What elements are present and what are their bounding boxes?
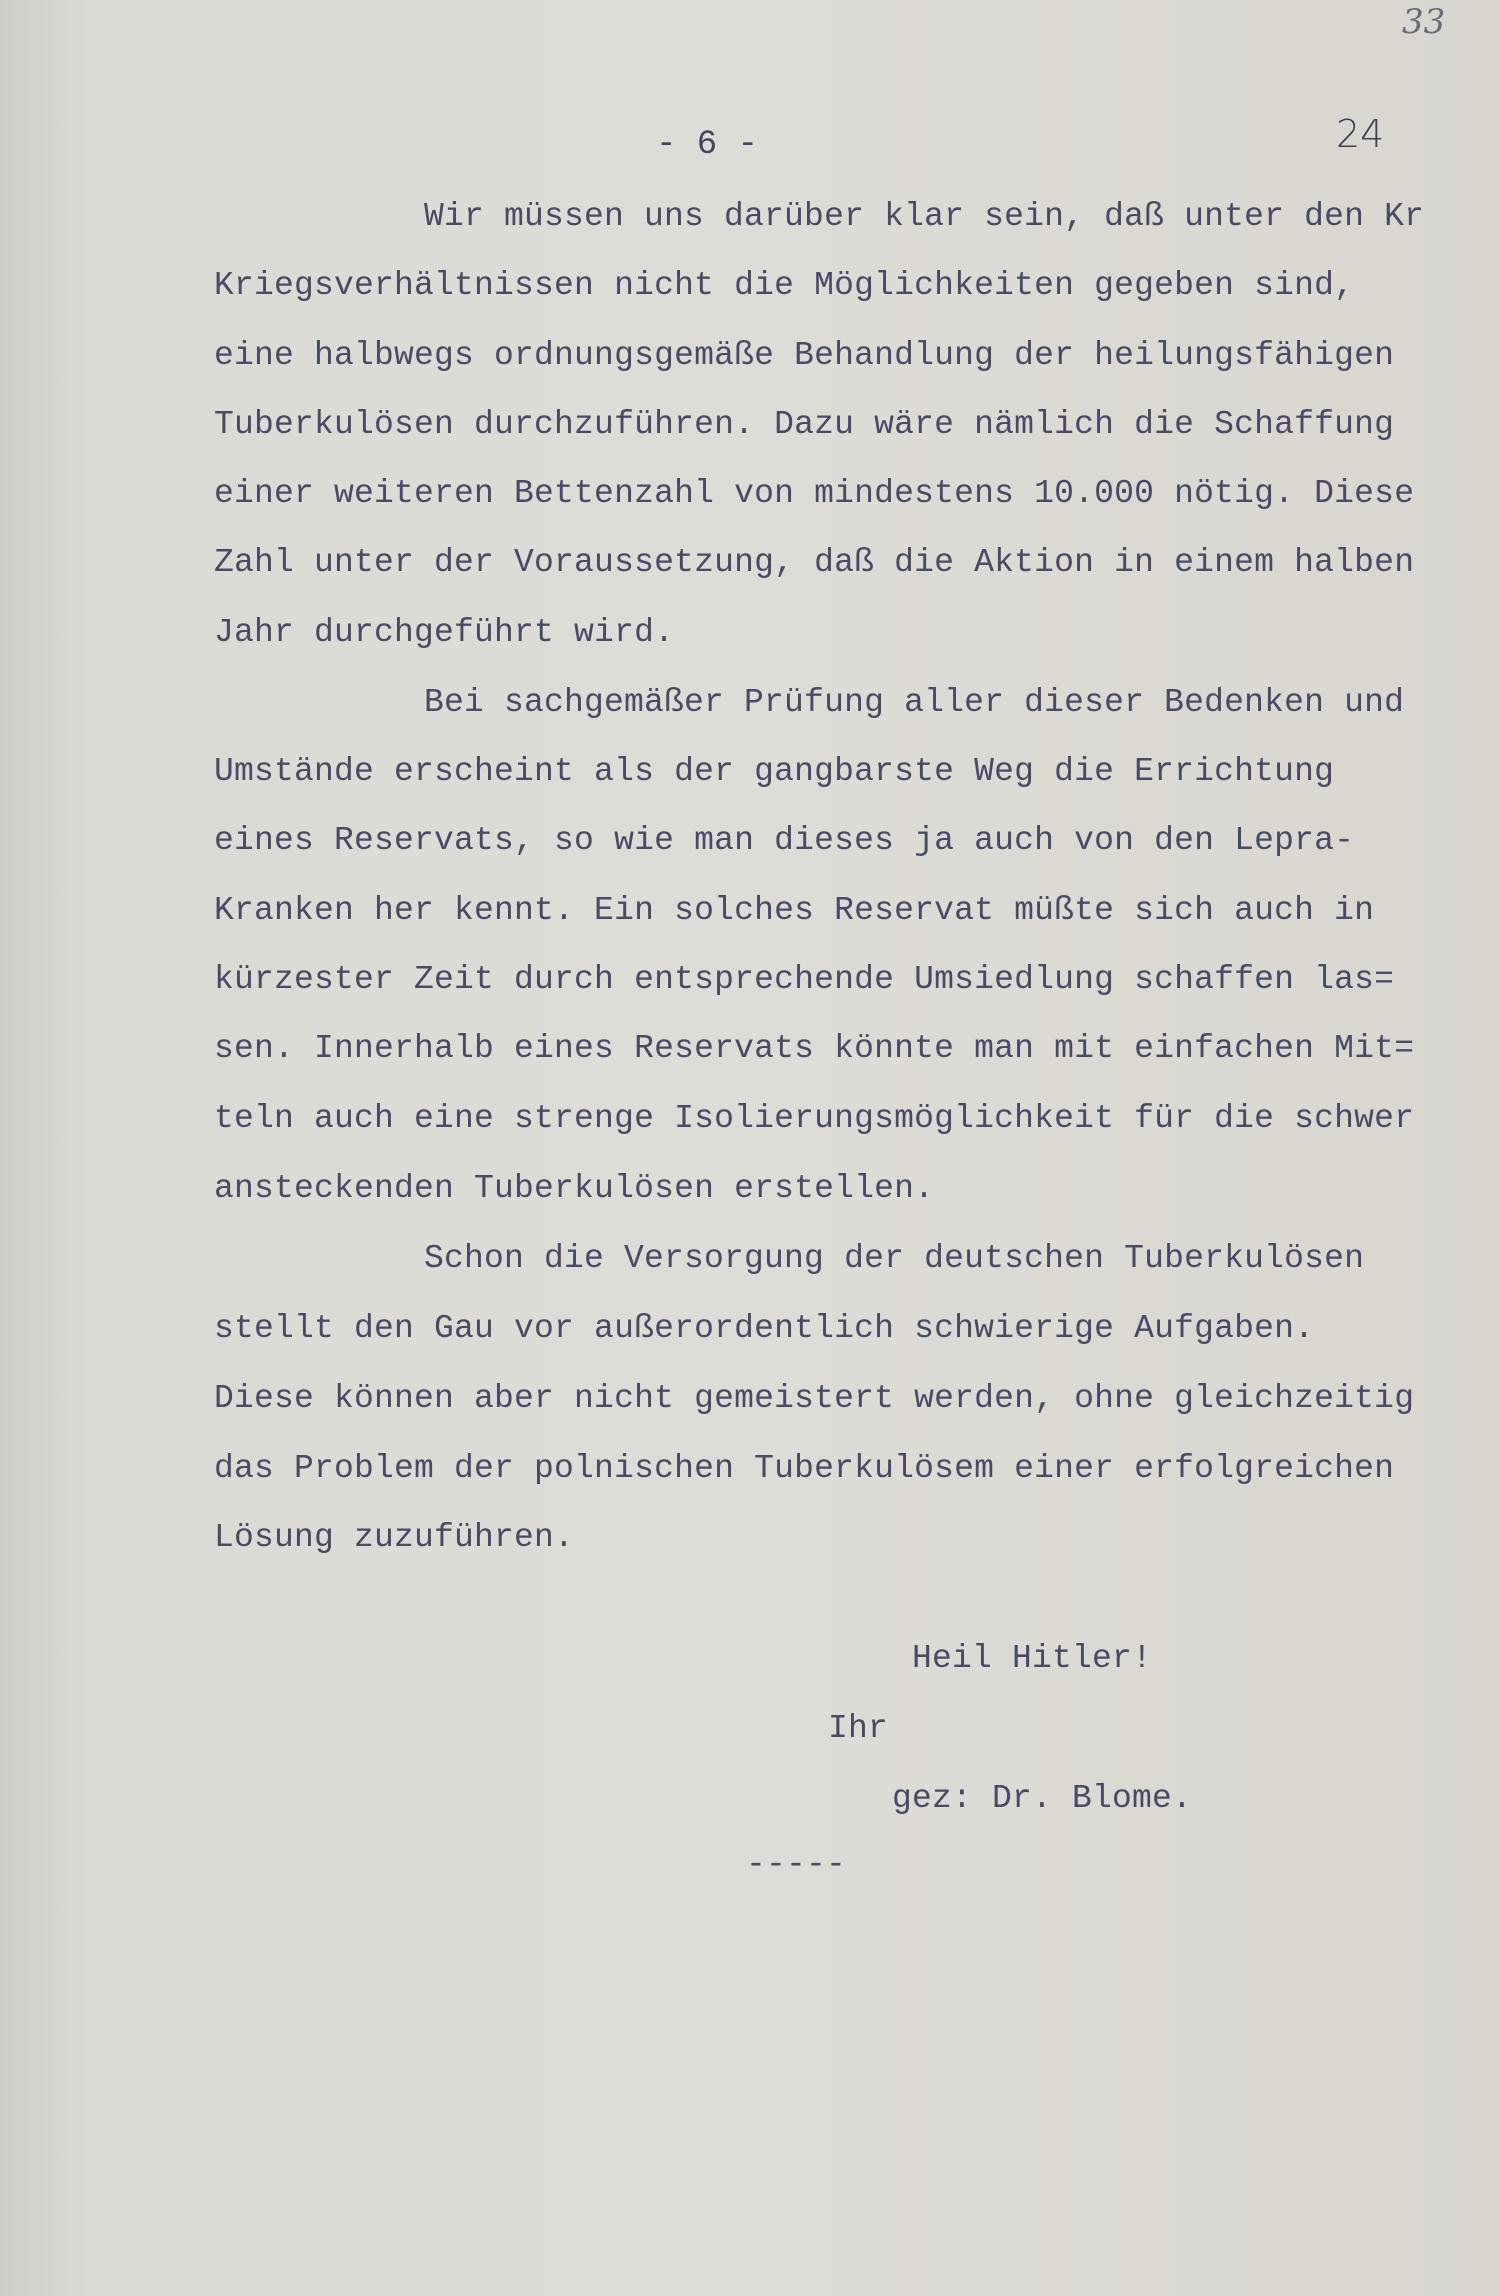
paragraph-1-line-7: Jahr durchgeführt wird.: [214, 614, 675, 651]
paragraph-2-line-2: Umstände erscheint als der gangbarste Weg die Errichtung: [214, 753, 1335, 790]
paragraph-3-line-3: Diese können aber nicht gemeistert werden, ohne gleichzeitig: [214, 1380, 1415, 1417]
paragraph-1-line-1: Wir müssen uns darüber klar sein, daß unter den Kr: [424, 198, 1425, 235]
paragraph-3-line-4: das Problem der polnischen Tuberkulösem einer erfolgreichen: [214, 1450, 1395, 1487]
paragraph-2-line-4: Kranken her kennt. Ein solches Reservat müßte sich auch in: [214, 892, 1375, 929]
paragraph-1-line-3: eine halbwegs ordnungsgemäße Behandlung der heilungsfähigen: [214, 337, 1395, 374]
paragraph-2-line-1: Bei sachgemäßer Prüfung aller dieser Bedenken und: [424, 684, 1405, 721]
closing-separator: -----: [746, 1846, 847, 1883]
paragraph-2-line-8: ansteckenden Tuberkulösen erstellen.: [214, 1170, 935, 1207]
closing-salutation: Heil Hitler!: [912, 1640, 1153, 1677]
paragraph-1-line-5: einer weiteren Bettenzahl von mindestens 10.000 nötig. Diese: [214, 475, 1415, 512]
paragraph-3-line-1: Schon die Versorgung der deutschen Tuberkulösen: [424, 1240, 1365, 1277]
paragraph-1-line-4: Tuberkulösen durchzuführen. Dazu wäre nämlich die Schaffung: [214, 406, 1395, 443]
page-marker: - 6 -: [656, 126, 759, 164]
paragraph-2-line-7: teln auch eine strenge Isolierungsmöglichkeit für die schwer: [214, 1100, 1415, 1137]
paragraph-2-line-6: sen. Innerhalb eines Reservats könnte man mit einfachen Mit=: [214, 1030, 1415, 1067]
paragraph-3-line-5: Lösung zuzuführen.: [214, 1519, 575, 1556]
closing-pronoun: Ihr: [828, 1710, 889, 1747]
paragraph-2-line-3: eines Reservats, so wie man dieses ja auch von den Lepra-: [214, 822, 1355, 859]
paragraph-2-line-5: kürzester Zeit durch entsprechende Umsiedlung schaffen las=: [214, 961, 1395, 998]
archive-folio-note: 33: [1402, 2, 1446, 42]
paragraph-3-line-2: stellt den Gau vor außerordentlich schwierige Aufgaben.: [214, 1310, 1315, 1347]
page-number: 24: [1336, 112, 1385, 156]
signature-line: gez: Dr. Blome.: [892, 1780, 1193, 1817]
paragraph-1-line-2: Kriegsverhältnissen nicht die Möglichkeiten gegeben sind,: [214, 267, 1355, 304]
paragraph-1-line-6: Zahl unter der Voraussetzung, daß die Aktion in einem halben: [214, 544, 1415, 581]
